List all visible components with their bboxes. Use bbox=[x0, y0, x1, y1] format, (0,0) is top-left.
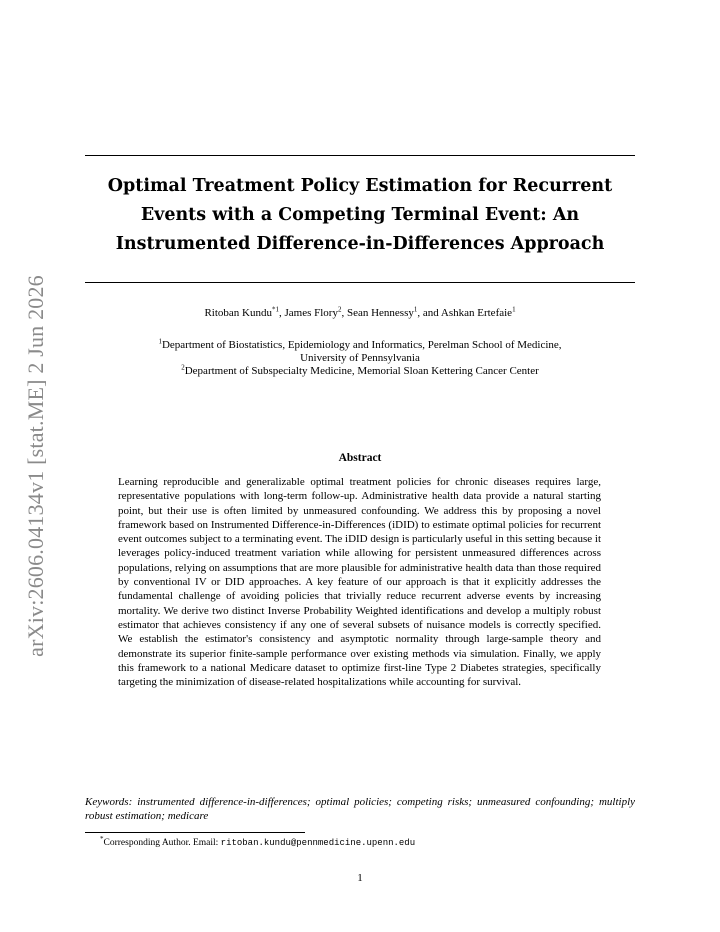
author-name: Ritoban Kundu bbox=[204, 307, 272, 319]
title-line-1: Optimal Treatment Policy Estimation for Recurrent bbox=[107, 176, 613, 196]
title-top-rule bbox=[85, 155, 635, 156]
footnote-marker: * bbox=[100, 834, 104, 843]
author-separator: , bbox=[341, 307, 347, 319]
keywords-paragraph bbox=[85, 795, 635, 823]
abstract-body: Learning reproducible and generalizable optimal treatment policies for chronic diseases requires large, representative populations with long-term follow-up. Administrative health data provide a natural starting point, but their use is often limited by unmeasured confounding. We address this by proposing a novel framework based on Instrumented Difference-in-Differences (iDID) to estimate optimal policies for recurrent event outcomes subject to a terminating event. The iDID design is particularly useful in this setting because it leverages policy-induced treatment variation while allowing for persistent unmeasured differences across populations, relying on assumptions that are more plausible for administrative health data than those required by conventional IV or DID approaches. A key feature of our approach is that it explicitly addresses the fundamental challenge of avoiding policies that trivially reduce recurrent adverse events by increasing mortality. We derive two distinct Inverse Probability Weighted identifications and develop a multiply robust estimator that achieves consistency if any one of several subsets of nuisance models is correctly specified. We establish the estimator's consistency and asymptotic normality through large-sample theory and demonstrate its superior finite-sample performance over existing methods via simulation. Finally, we apply this framework to a national Medicare dataset to optimize first-line Type 2 Diabetes strategies, specifically targeting the minimization of disease-related hospitalizations while accounting for survival. bbox=[118, 476, 601, 689]
affiliation-text: Department of Subspecialty Medicine, Memorial Sloan Kettering Cancer Center bbox=[184, 365, 539, 377]
author-name: Sean Hennessy bbox=[346, 307, 414, 319]
affiliation-marker: 1 bbox=[158, 337, 162, 346]
affiliation-line bbox=[85, 339, 635, 352]
page-number: 1 bbox=[357, 872, 363, 884]
title-bottom-rule bbox=[85, 282, 635, 283]
author-affiliation-marker: 2 bbox=[337, 305, 342, 314]
abstract-heading: Abstract bbox=[338, 452, 382, 464]
affiliation-text: Department of Biostatistics, Epidemiology and Informatics, Perelman School of Medicine, bbox=[161, 339, 562, 351]
keywords-label: Keywords: bbox=[85, 796, 133, 808]
author-list bbox=[85, 306, 635, 320]
author-affiliation-marker: 1 bbox=[512, 305, 516, 314]
author-separator: , and bbox=[417, 307, 441, 319]
author-affiliation-marker: 1 bbox=[413, 305, 418, 314]
author-name: Ashkan Ertefaie bbox=[440, 307, 513, 319]
footnote-text: Corresponding Author. Email: bbox=[103, 838, 221, 848]
author-separator: , bbox=[278, 307, 285, 319]
arxiv-identifier-stamp bbox=[16, 256, 56, 676]
affiliation-line bbox=[85, 352, 635, 365]
paper-title bbox=[85, 172, 635, 259]
affiliation-text: University of Pennsylvania bbox=[300, 352, 420, 364]
title-line-2: Events with a Competing Terminal Event: An bbox=[140, 205, 580, 225]
keywords-list: instrumented difference-in-differences; optimal policies; competing risks; unmeasured confounding; multiply robust estimation; medicare bbox=[85, 796, 636, 822]
author-name: James Flory bbox=[284, 307, 338, 319]
corresponding-email: ritoban.kundu@pennmedicine.upenn.edu bbox=[220, 838, 416, 848]
affiliation-marker: 2 bbox=[181, 363, 185, 372]
affiliation-list bbox=[85, 339, 635, 378]
affiliation-line bbox=[85, 365, 635, 378]
author-affiliation-marker: *1 bbox=[271, 305, 279, 314]
title-line-3: Instrumented Difference-in-Differences Approach bbox=[115, 234, 605, 254]
corresponding-author-footnote bbox=[100, 834, 635, 849]
arxiv-stamp-text: arXiv:2606.04134v1 [stat.ME] 2 Jun 2026 bbox=[23, 275, 48, 657]
footnote-rule bbox=[85, 832, 305, 833]
